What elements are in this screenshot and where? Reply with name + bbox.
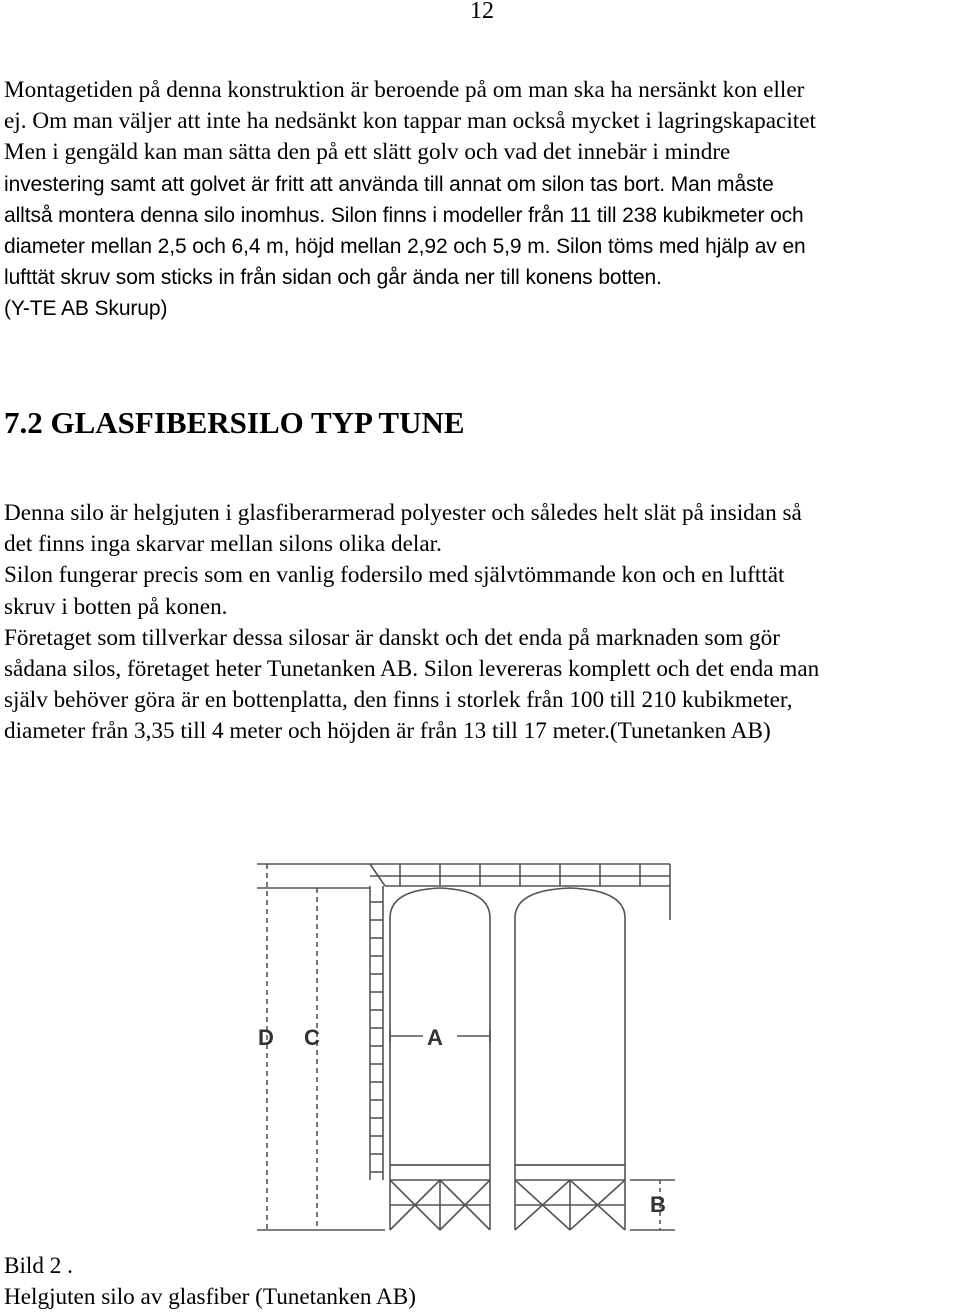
paragraph-montagetiden — [4, 75, 960, 325]
text-line: Silon fungerar precis som en vanlig fodersilo med självtömmande kon och en lufttät — [4, 562, 785, 589]
section-heading: 7.2 GLASFIBERSILO TYP TUNE — [4, 405, 465, 440]
figure-caption — [4, 1251, 416, 1313]
label-a: A — [427, 1025, 443, 1050]
text-line: Montagetiden på denna konstruktion är beroende på om man ska ha nersänkt kon eller — [4, 77, 805, 103]
caption-label: Bild 2 . — [4, 1253, 73, 1279]
label-d: D — [258, 1025, 274, 1050]
text-line: ej. Om man väljer att inte ha nedsänkt kon tappar man också mycket i lagringskapacitet — [4, 108, 816, 135]
caption-text: Helgjuten silo av glasfiber (Tunetanken AB) — [4, 1284, 416, 1311]
text-line: skruv i botten på konen. — [4, 593, 228, 620]
text-line: Men i gengäld kan man sätta den på ett slätt golv och vad det innebär i mindre — [4, 139, 731, 166]
text-line: diameter mellan 2,5 och 6,4 m, höjd mellan 2,92 och 5,9 m. Silon töms med hjälp av en — [4, 235, 806, 259]
text-line: det finns inga skarvar mellan silons olika delar. — [4, 531, 442, 558]
text-line: Denna silo är helgjuten i glasfiberarmerad polyester och således helt slät på insidan så — [4, 500, 802, 526]
text-line: diameter från 3,35 till 4 meter och höjden är från 13 till 17 meter.(Tunetanken AB) — [4, 718, 771, 745]
text-line: själv behöver göra är en bottenplatta, den finns i storlek från 100 till 210 kubikmeter, — [4, 687, 793, 714]
text-line: lufttät skruv som sticks in från sidan och går ända ner till konens botten. — [4, 266, 662, 290]
label-c: C — [304, 1025, 320, 1050]
page-number: 12 — [470, 0, 494, 24]
silo-illustration — [225, 850, 695, 1250]
text-line: investering samt att golvet är fritt att använda till annat om silon tas bort. Man måste — [4, 172, 774, 196]
text-line: sådana silos, företaget heter Tunetanken AB. Silon levereras komplett och det enda man — [4, 656, 820, 683]
paragraph-glasfibersilo — [4, 498, 960, 748]
text-line: alltså montera denna silo inomhus. Silon finns i modeller från 11 till 238 kubikmeter och — [4, 203, 804, 227]
text-line: (Y-TE AB Skurup) — [4, 297, 168, 321]
label-b: B — [650, 1192, 666, 1217]
text-line: Företaget som tillverkar dessa silosar är danskt och det enda på marknaden som gör — [4, 624, 780, 651]
